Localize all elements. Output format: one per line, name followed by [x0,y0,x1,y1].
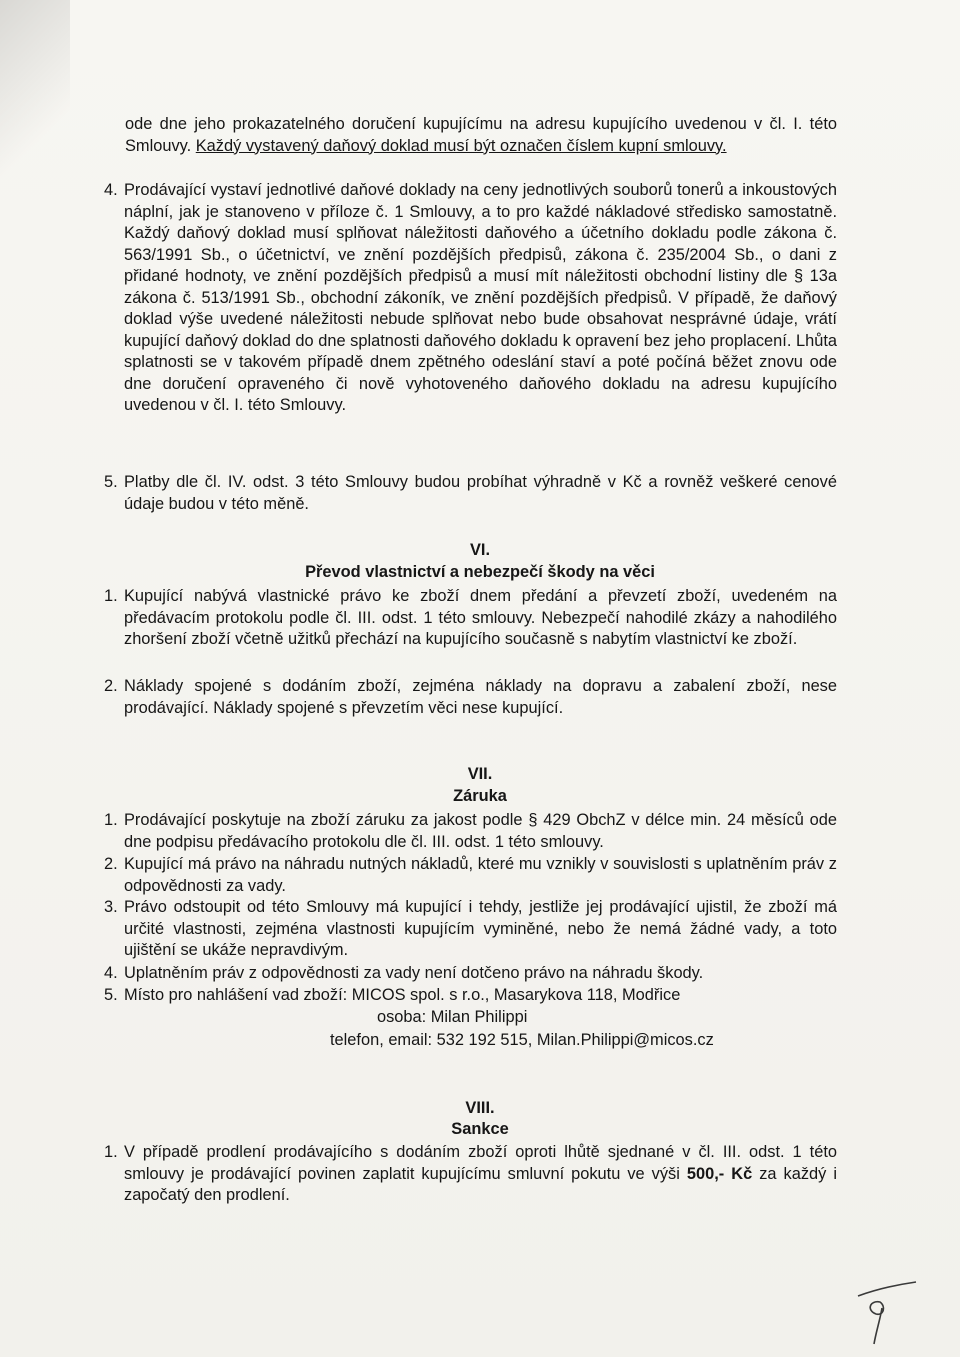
item-text: Místo pro nahlášení vad zboží: MICOS spol. s r.o., Masarykova 118, Modřice [124,986,681,1004]
item-text: Kupující má právo na náhradu nutných nákladů, které mu vznikly v souvislosti s uplatněním práv z odpovědnosti za vady. [124,855,837,895]
item-text: Prodávající poskytuje na zboží záruku za jakost podle § 429 ObchZ v délce min. 24 měsíců ode dne podpisu předávacího protokolu dle čl. III. odst. 1 této smlouvy. [124,811,837,851]
section-v-item-4 [104,180,837,417]
sanction-text-start: V případě prodlení prodávajícího s dodáním zboží oproti lhůtě sjednané v čl. III. odst. 1 této smlouvy je prodávající povinen zaplatit kupujícímu smluvní pokutu ve výši [124,1143,837,1183]
item-number: 3. [104,898,118,916]
section-vi-item-1 [104,586,837,651]
contact-person: osoba: Milan Philippi [377,1008,528,1026]
section-vii-item-3 [104,897,837,962]
item-text [124,1142,837,1207]
item3-continuation [125,114,837,157]
item-number: 5. [104,473,118,491]
section-vii-item-2 [104,854,837,897]
section-vi-item-2 [104,676,837,719]
section-vii-number: VII. [467,765,493,783]
item-number: 1. [104,587,118,605]
item-text: Uplatněním práv z odpovědnosti za vady není dotčeno právo na náhradu škody. [124,964,704,982]
section-vi-title: Převod vlastnictví a nebezpečí škody na věci [305,563,655,581]
section-vii-item-1 [104,810,837,853]
section-vii-title: Záruka [453,787,507,805]
section-vi-number: VI. [469,541,491,559]
page-fold-shadow [0,0,70,230]
section-vii-item-4 [104,963,837,985]
item-text: Kupující nabývá vlastnické právo ke zboží dnem předání a převzetí zboží, uvedeném na předávacím protokolu podle čl. III. odst. 1 této smlouvy. Nebezpečí nahodilé zkázy a nahodilého zhoršení zboží včetně užitků přechází na kupujícího současně s nabytím vlastnictví ke zboží. [124,587,837,648]
item-text: Právo odstoupit od této Smlouvy má kupující i tehdy, jestliže jej prodávající ujistil, že zboží má určité vlastnosti, zejména vlastnosti kupujícím vyminěné, nebo že nemá žádné vady, a toto ujištění se ukáže nepravdivým. [124,898,837,959]
item3-tail-underlined: Každý vystavený daňový doklad musí být označen číslem kupní smlouvy. [195,136,727,155]
contact-phone-email: telefon, email: 532 192 515, Milan.Philippi@micos.cz [330,1031,714,1049]
item3-tail-text: ode dne jeho prokazatelného doručení kupujícímu na adresu kupujícího uvedenou v čl. I. této Smlouvy. [125,115,837,155]
item-number: 1. [104,811,118,829]
item-number: 2. [104,855,118,873]
section-viii-item-1 [104,1142,837,1207]
item-text: Platby dle čl. IV. odst. 3 této Smlouvy budou probíhat výhradně v Kč a rovněž veškeré cenové údaje budou v této měně. [124,473,837,513]
item-text: Náklady spojené s dodáním zboží, zejména náklady na dopravu a zabalení zboží, nese prodávající. Náklady spojené s převzetím věci nese kupující. [124,677,837,717]
item-number: 4. [104,964,118,982]
section-viii-number: VIII. [465,1099,495,1117]
sanction-text-end: za každý i započatý den prodlení. [124,1164,837,1204]
handwritten-initials [850,1278,920,1348]
section-viii-title: Sankce [451,1120,509,1138]
item-number: 5. [104,986,118,1004]
sanction-amount: 500,- Kč [686,1164,753,1183]
item-text: Prodávající vystaví jednotlivé daňové doklady na ceny jednotlivých souborů tonerů a inkoustových náplní, jak je stanoveno v příloze č. 1 Smlouvy, a to pro každé nákladové středisko samostatně. Každý daňový doklad musí splňovat náležitosti daňového a účetního dokladu podle zákona č. 563/1991 Sb., o účetnictví, ve znění pozdějších předpisů, zákona č. 235/2004 Sb., o dani z přidané hodnoty, ve znění pozdějších předpisů a musí mít náležitosti obchodní listiny dle § 13a zákona č. 513/1991 Sb., obchodní zákoník, ve znění pozdějších předpisů. V případě, že daňový doklad výše uvedené náležitosti nebude splňovat nebo bude obsahovat nesprávné údaje, vrátí kupující daňový doklad do dne splatnosti daňového dokladu k opravení bez jeho proplacení. Lhůta splatnosti se v takovém případě dnem zpětného odeslání staví a poté počíná běžet znovu ode dne doručení opraveného či nově vyhotoveného daňového dokladu na adresu kupujícího uvedenou v čl. I. této Smlouvy. [124,181,837,414]
item-number: 1. [104,1143,118,1161]
section-vii-item-5 [104,985,837,1007]
section-v-item-5 [104,472,837,515]
item-number: 4. [104,181,118,199]
item-number: 2. [104,677,118,695]
